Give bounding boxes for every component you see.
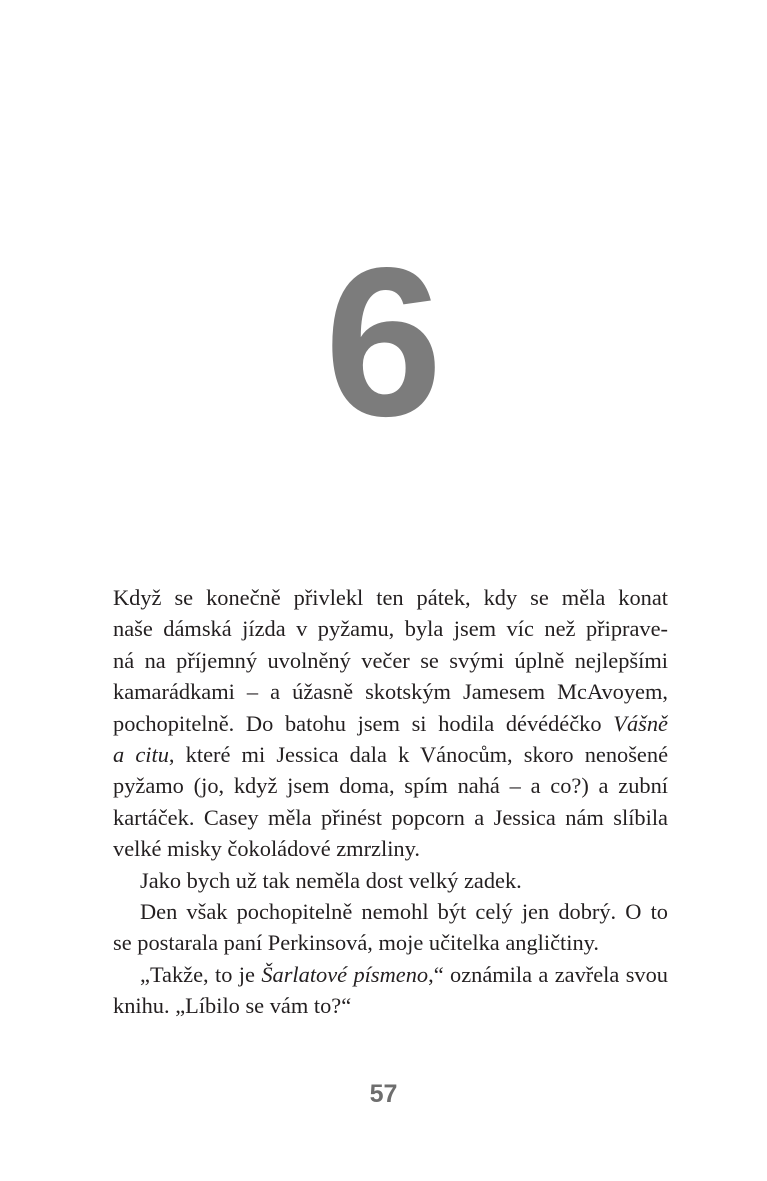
text-line: „Takže, to je Šarlatové písmeno,“ oznámila a zavřela svou [140, 961, 668, 987]
text-line: a citu, které mi Jessica dala k Vánocům, skoro nenošené [113, 742, 669, 768]
text-line: knihu. „Líbilo se vám to?“ [113, 993, 352, 1019]
text-line: ná na příjemný uvolněný večer se svými úplně nejlepšími [113, 647, 668, 673]
page-number: 57 [369, 1080, 398, 1108]
text-line: Když se konečně přivlekl ten pátek, kdy se měla konat [113, 585, 668, 610]
chapter-number: 6 [324, 223, 443, 460]
paragraph [113, 582, 668, 865]
paragraph [113, 959, 668, 1022]
text-line: pochopitelně. Do batohu jsem si hodila dévédéčko Vášně [113, 710, 668, 736]
chapter-body-text [113, 582, 668, 1022]
paragraph [113, 896, 668, 959]
text-line: Den však pochopitelně nemohl být celý jen dobrý. O to [140, 899, 668, 925]
text-line: Jako bych už tak neměla dost velký zadek. [140, 867, 522, 893]
text-line: velké misky čokoládové zmrzliny. [113, 836, 420, 862]
text-line: se postarala paní Perkinsová, moje učitelka angličtiny. [113, 930, 600, 956]
text-line: pyžamo (jo, když jsem doma, spím nahá – a co?) a zubní [113, 773, 668, 799]
text-line: naše dámská jízda v pyžamu, byla jsem víc než připrave- [113, 616, 668, 642]
text-line: kartáček. Casey měla přinést popcorn a Jessica nám slíbila [113, 804, 668, 830]
paragraph [113, 865, 668, 896]
text-line: kamarádkami – a úžasně skotským Jamesem McAvoyem, [113, 679, 668, 705]
